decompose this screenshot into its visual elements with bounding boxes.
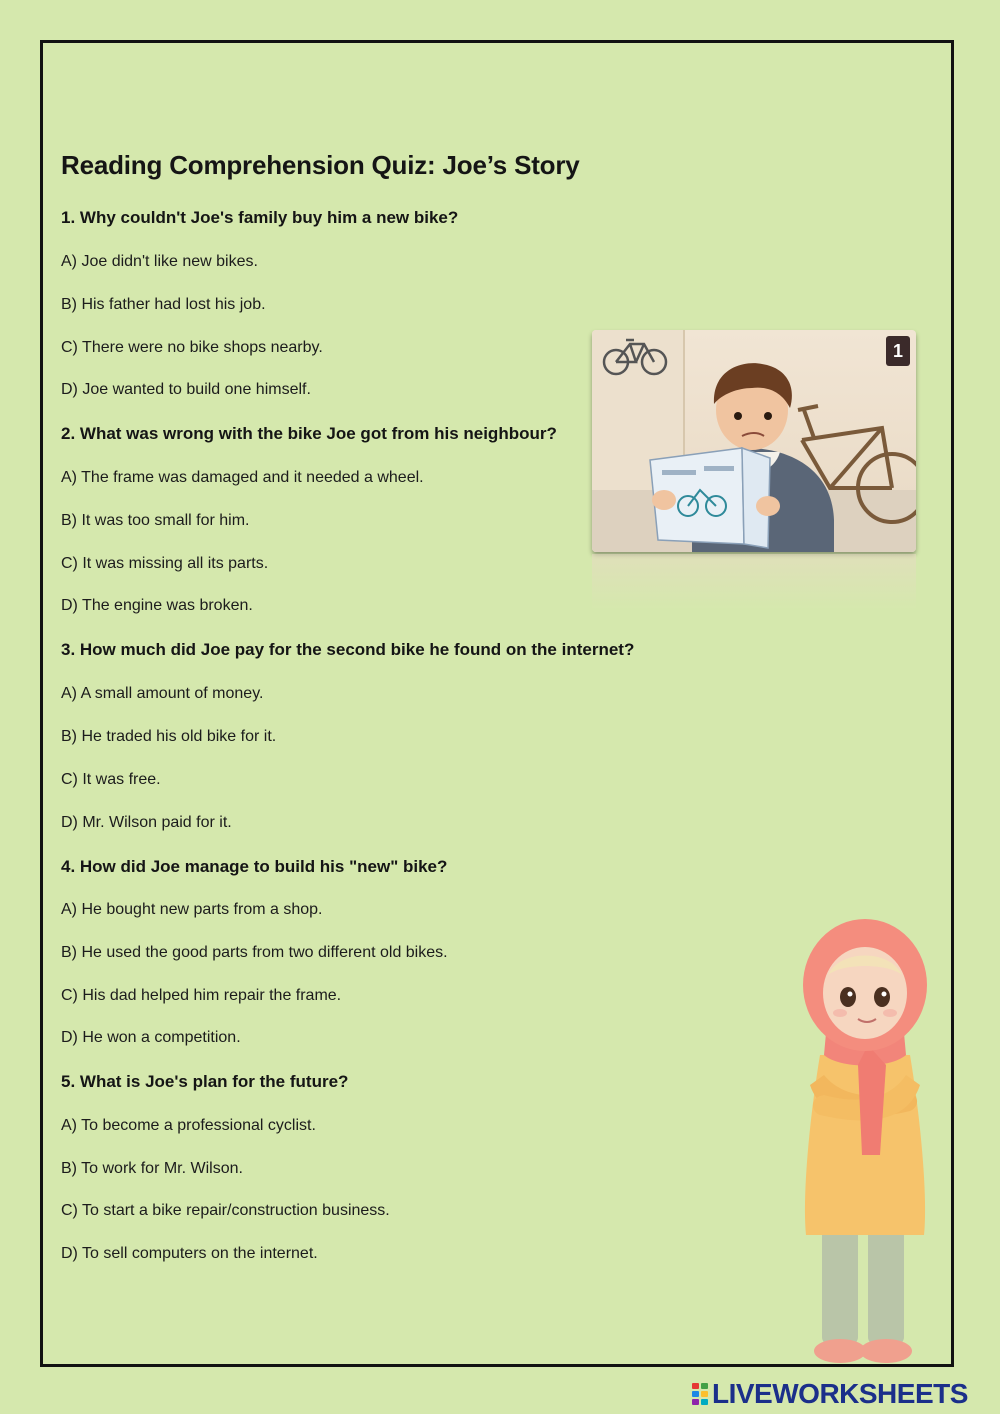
page-number-badge: 1	[886, 336, 910, 366]
logo-mark-icon	[692, 1383, 708, 1405]
option-4a: A) He bought new parts from a shop.	[61, 901, 323, 918]
option-2b: B) It was too small for him.	[61, 512, 250, 529]
option-1a: A) Joe didn't like new bikes.	[61, 253, 258, 270]
question-5: 5. What is Joe's plan for the future?	[61, 1072, 349, 1091]
girl-character-illustration	[780, 915, 950, 1365]
option-4b: B) He used the good parts from two different old bikes.	[61, 944, 448, 961]
question-2: 2. What was wrong with the bike Joe got from his neighbour?	[61, 424, 557, 443]
boy-with-bike-scene	[592, 330, 916, 552]
option-5b: B) To work for Mr. Wilson.	[61, 1160, 243, 1177]
illustration-reflection	[592, 554, 916, 610]
option-2c: C) It was missing all its parts.	[61, 555, 269, 572]
option-3c: C) It was free.	[61, 771, 161, 788]
option-1b: B) His father had lost his job.	[61, 296, 266, 313]
question-3: 3. How much did Joe pay for the second bike he found on the internet?	[61, 640, 635, 659]
liveworksheets-logo	[692, 1378, 968, 1410]
story-illustration	[592, 330, 916, 552]
logo-text: LIVEWORKSHEETS	[712, 1378, 968, 1409]
option-1d: D) Joe wanted to build one himself.	[61, 381, 311, 398]
option-4c: C) His dad helped him repair the frame.	[61, 987, 342, 1004]
option-5a: A) To become a professional cyclist.	[61, 1117, 316, 1134]
page-title: Reading Comprehension Quiz: Joe’s Story	[61, 150, 580, 180]
option-1c: C) There were no bike shops nearby.	[61, 339, 323, 356]
option-5c: C) To start a bike repair/construction business.	[61, 1202, 390, 1219]
option-2d: D) The engine was broken.	[61, 597, 253, 614]
option-2a: A) The frame was damaged and it needed a wheel.	[61, 469, 424, 486]
option-3a: A) A small amount of money.	[61, 685, 264, 702]
option-3b: B) He traded his old bike for it.	[61, 728, 277, 745]
option-5d: D) To sell computers on the internet.	[61, 1245, 318, 1262]
question-1: 1. Why couldn't Joe's family buy him a new bike?	[61, 208, 459, 227]
option-3d: D) Mr. Wilson paid for it.	[61, 814, 232, 831]
question-4: 4. How did Joe manage to build his "new" bike?	[61, 857, 448, 876]
option-4d: D) He won a competition.	[61, 1029, 241, 1046]
